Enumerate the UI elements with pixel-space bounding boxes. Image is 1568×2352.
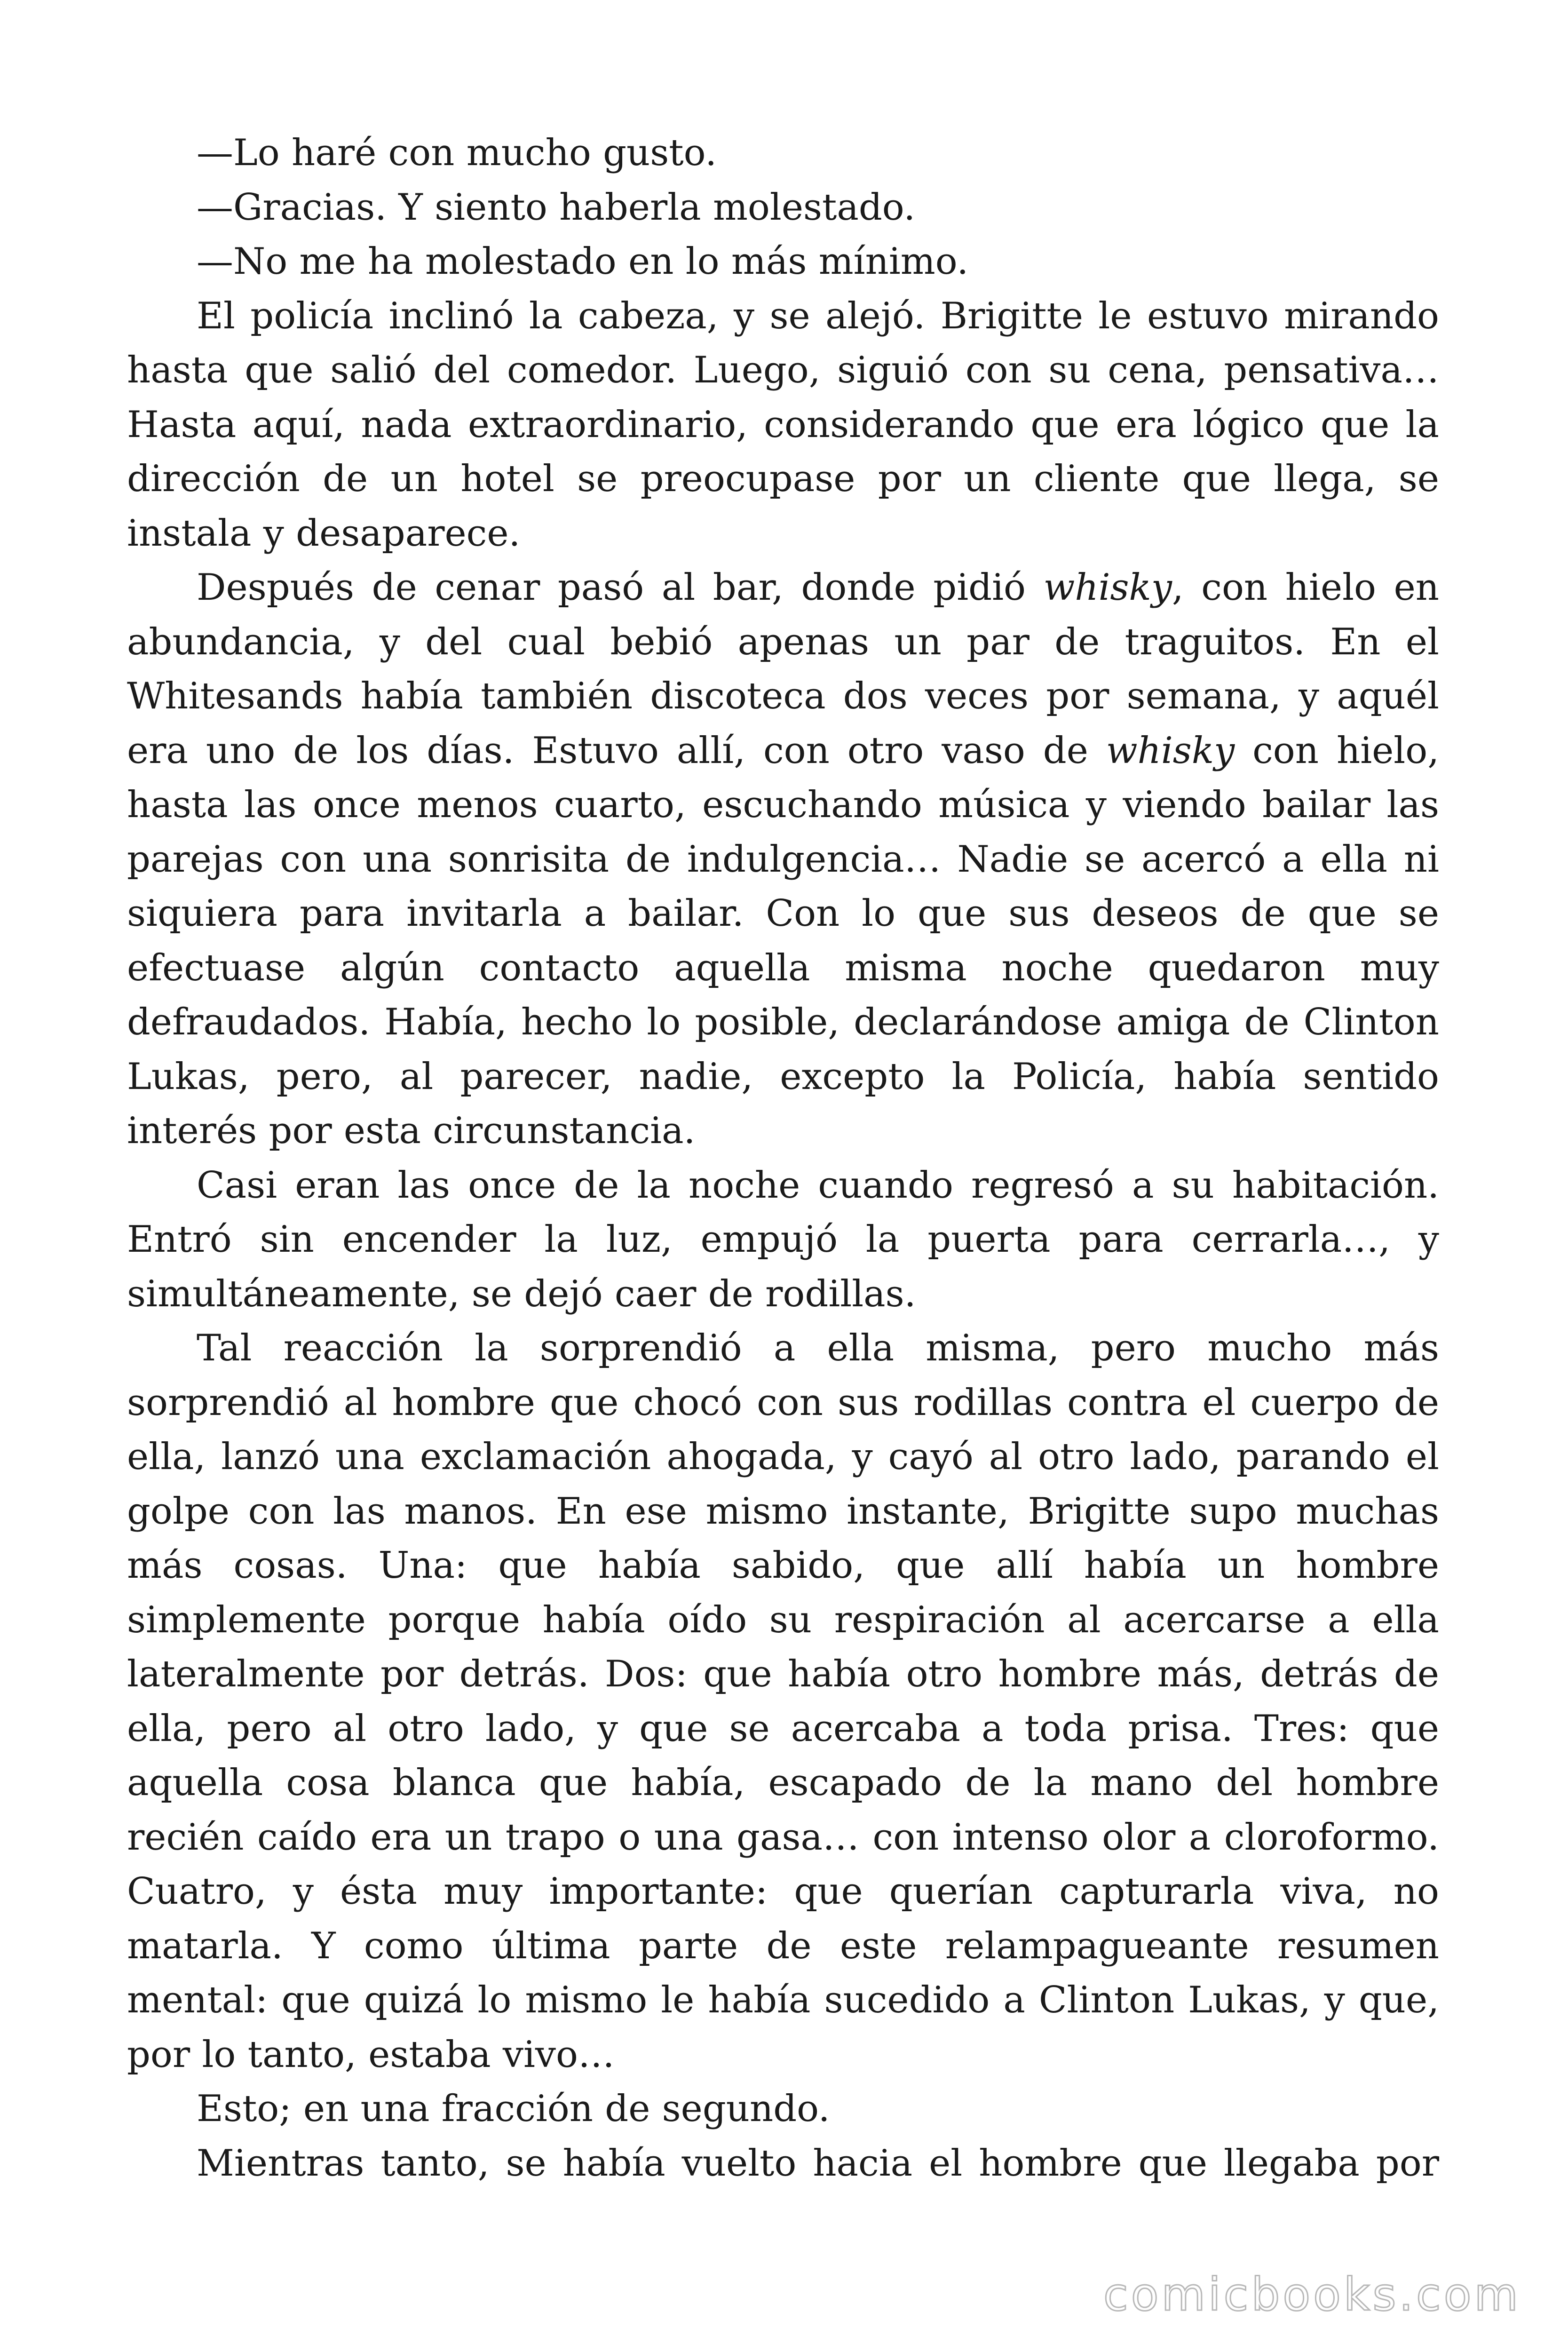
text-run: El policía inclinó la cabeza, y se alejó. Brigitte le estuvo mirando hasta que salió del comedor. Luego, siguió con su cena, pensativa… Hasta aquí, nada extraordinario, considerando que era lógico que la dirección de un hotel se preocupase por un cliente que llega, se instala y desaparece. — [127, 294, 1439, 555]
text-run: Tal reacción la sorprendió a ella misma, pero mucho más sorprendió al hombre que chocó con sus rodillas contra el cuerpo de ella, lanzó una exclamación ahogada, y cayó al otro lado, parando el golpe con las manos. En ese mismo instante, Brigitte supo muchas más cosas. Una: que había sabido, que allí había un hombre simplemente porque había oído su respiración al acercarse a ella lateralmente por detrás. Dos: que había otro hombre más, detrás de ella, pero al otro lado, y que se acercaba a toda prisa. Tres: que aquella cosa blanca que había, escapado de la mano del hombre recién caído era un trapo o una gasa… con intenso olor a cloroformo. Cuatro, y ésta muy importante: que querían capturarla viva, no matarla. Y como última parte de este relampagueante resumen mental: que quizá lo mismo le había sucedido a Clinton Lukas, y que, por lo tanto, estaba vivo… — [127, 1327, 1439, 2076]
paragraph — [127, 561, 1439, 1159]
text-run: —Gracias. Y siento haberla molestado. — [197, 186, 916, 229]
paragraph — [127, 126, 1439, 181]
paragraph — [127, 2082, 1439, 2137]
page-body — [127, 126, 1439, 2191]
text-run: con hielo, hasta las once menos cuarto, escuchando música y viendo bailar las parejas con una sonrisita de indulgencia… Nadie se acercó a ella ni siquiera para invitarla a bailar. Con lo que sus deseos de que se efectuase algún contacto aquella misma noche quedaron muy defraudados. Había, hecho lo posible, declarándose amiga de Clinton Lukas, pero, al parecer, nadie, excepto la Policía, había sentido interés por esta circunstancia. — [127, 729, 1439, 1152]
text-run: Mientras tanto, se había vuelto hacia el hombre que llegaba por — [197, 2142, 1439, 2185]
paragraph — [127, 2137, 1439, 2191]
watermark-logo: comicbooks.com — [1103, 2268, 1521, 2321]
paragraph — [127, 1159, 1439, 1322]
text-run: —Lo haré con mucho gusto. — [197, 132, 717, 174]
text-run: Después de cenar pasó al bar, donde pidió — [197, 566, 1044, 609]
paragraph — [127, 235, 1439, 289]
italic-text: whisky — [1106, 729, 1235, 772]
paragraph — [127, 181, 1439, 235]
paragraph — [127, 1321, 1439, 2082]
paragraph — [127, 289, 1439, 561]
text-run: —No me ha molestado en lo más mínimo. — [197, 240, 969, 283]
italic-text: whisky — [1043, 566, 1172, 609]
text-run: Casi eran las once de la noche cuando regresó a su habitación. Entró sin encender la luz, empujó la puerta para cerrarla…, y simultáneamente, se dejó caer de rodillas. — [127, 1164, 1439, 1315]
text-run: , con hielo en abundancia, y del cual bebió apenas un par de traguitos. En el Whitesands había también discoteca dos veces por semana, y aquél era uno de los días. Estuvo allí, con otro vaso de — [127, 566, 1440, 772]
text-run: Esto; en una fracción de segundo. — [197, 2088, 830, 2130]
